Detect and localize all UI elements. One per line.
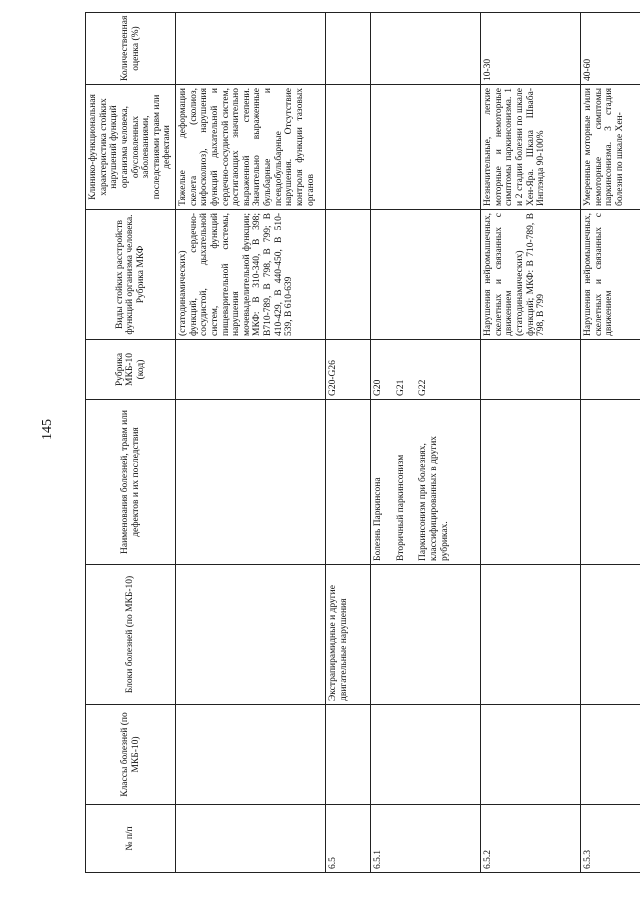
row-block: [581, 565, 640, 705]
header-names: Наименования болезней, травм или дефектов и их последствия: [86, 400, 176, 565]
row-class: [326, 705, 371, 805]
row-num: 6.5.1: [371, 805, 481, 873]
row-disorders: Нарушения нейромышечных, скелетных и связанных с движением: [581, 210, 640, 340]
row-num: 6.5.3: [581, 805, 640, 873]
row-class: [481, 705, 581, 805]
header-disorders: Виды стойких расстройств функций организма человека. Рубрика МКФ: [86, 210, 176, 340]
row-disorders: Нарушения нейромышечных, скелетных и связанных с движением (статодинамических) функций; МКФ: В 710-789, В 798, В 799: [481, 210, 581, 340]
row-block: [176, 565, 326, 705]
row-disorders: [326, 210, 371, 340]
row-clinical: [371, 85, 481, 210]
row-clinical: Незначительные, легкие моторные и немоторные симптомы паркинсонизма. 1 и 2 стадии болезни по шкале Хен-Яра. Шкала Шваба-Инглэнда 90-100%: [481, 85, 581, 210]
icd-code: G20: [373, 379, 383, 396]
row-names: [326, 400, 371, 565]
disability-criteria-table: [85, 12, 640, 873]
row-score: 10-30: [481, 13, 581, 85]
header-class: Классы болезней (по МКБ-10): [86, 705, 176, 805]
row-codes: [176, 340, 326, 400]
header-clinical: Клинико-функциональная характеристика стойких нарушений функций организма человека, обусловленных заболеваниями, последствиями травм или дефектами: [86, 85, 176, 210]
row-score: 40-60: [581, 13, 640, 85]
icd-code: G21: [395, 379, 406, 396]
table-row: [481, 13, 581, 873]
header-score: Количественная оценка (%): [86, 13, 176, 85]
row-class: [371, 705, 481, 805]
row-codes: [481, 340, 581, 400]
row-num: 6.5.2: [481, 805, 581, 873]
row-block: Экстрапирамидные и другие двигательные нарушения: [326, 565, 371, 705]
disease-name: Паркинсонизм при болезнях, классифицированных в других рубриках.: [418, 435, 450, 561]
row-score: [176, 13, 326, 85]
row-class: [176, 705, 326, 805]
row-score: [371, 13, 481, 85]
row-num: [176, 805, 326, 873]
row-names: [581, 400, 640, 565]
row-code: G20-G26: [326, 340, 371, 400]
header-block: Блоки болезней (по МКБ-10): [86, 565, 176, 705]
row-clinical: Умеренные моторные и/или немоторные симптомы паркинсонизма. 3 стадия болезни по шкале Хен-: [581, 85, 640, 210]
table-row: [581, 13, 640, 873]
header-row: [86, 13, 176, 873]
header-num: № п/п: [86, 805, 176, 873]
header-code: Рубрика МКБ-10 (код): [86, 340, 176, 400]
page-number: 145: [40, 419, 55, 440]
table-row: [371, 13, 481, 873]
row-names: [176, 400, 326, 565]
row-block: [371, 565, 481, 705]
row-block: [481, 565, 581, 705]
table-row: [176, 13, 326, 873]
row-codes: [371, 340, 481, 400]
table-row: [326, 13, 371, 873]
row-score: [326, 13, 371, 85]
row-num: 6.5: [326, 805, 371, 873]
icd-code: G22: [418, 379, 429, 396]
row-names: [371, 400, 481, 565]
row-codes: [581, 340, 640, 400]
row-disorders: (статодинамических) функций, сердечно-сосудистой, дыхательной систем, функций пищеварительной системы, нарушения мочевыделительной функции; МКФ: В 310-340, В 398; В710-789, В 798, В 799; В 410-429, В 440-450, В 510-539, В 610-639: [176, 210, 326, 340]
row-class: [581, 705, 640, 805]
disease-name: Вторичный паркинсонизм: [395, 454, 406, 561]
row-names: [481, 400, 581, 565]
row-clinical: [326, 85, 371, 210]
disease-name: Болезнь Паркинсона: [373, 477, 383, 561]
row-disorders: [371, 210, 481, 340]
row-clinical: Тяжелые деформации скелета (сколиоз, кифосколиоз), нарушения функций дыхательной и сердечно-сосудистой систем, достигающих значительно выраженной степени. Значительно выраженные бульбарные и псевдобульбарные нарушения. Отсутствие контроля функции тазовых органов: [176, 85, 326, 210]
rotated-table-container: [85, 13, 640, 873]
